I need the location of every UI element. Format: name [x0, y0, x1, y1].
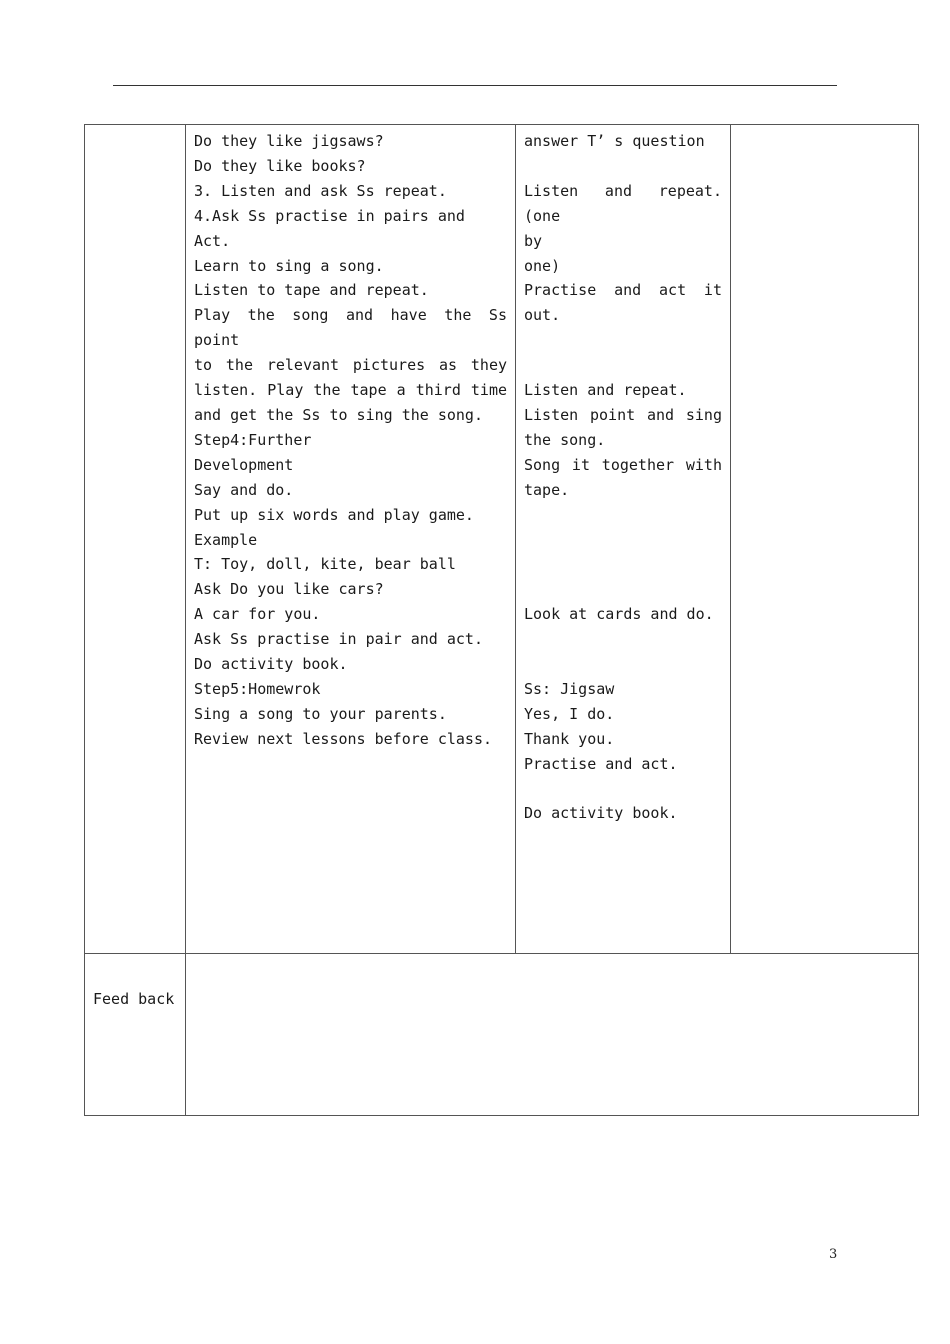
teacher-activity-line: to the relevant pictures as they	[194, 356, 507, 375]
feedback-label-cell	[85, 954, 186, 1116]
teacher-activity-line: Review next lessons before class.	[194, 729, 493, 748]
student-activity-line	[524, 776, 722, 801]
student-activity-line: Do activity book.	[524, 804, 678, 823]
teacher-activity-line: Step4:Further	[194, 430, 312, 449]
student-activity-line: Listen point and sing	[524, 405, 722, 424]
student-activity-line: Look at cards and do.	[524, 605, 714, 624]
teacher-activity-line: Example	[194, 530, 258, 549]
lesson-plan-table	[84, 124, 919, 1116]
procedure-row	[85, 125, 919, 954]
student-activity-line: Yes, I do.	[524, 704, 615, 723]
student-activity-line	[524, 353, 722, 378]
notes-cell	[731, 125, 919, 954]
teacher-activity-line: Act.	[194, 231, 231, 250]
student-activity-line: tape.	[524, 480, 570, 499]
teacher-activity-line: T: Toy, doll, kite, bear ball	[194, 555, 456, 574]
teacher-activity-line: Listen to tape and repeat.	[194, 281, 429, 300]
page-number: 3	[829, 1247, 838, 1262]
teacher-activity-lines	[186, 125, 515, 752]
teacher-activity-line: Put up six words and play game.	[194, 505, 474, 524]
student-activity-line: answer T’ s question	[524, 132, 705, 150]
teacher-activity-line: Say and do.	[194, 480, 294, 499]
teacher-activity-line: Play the song and have the Ss point	[194, 306, 507, 350]
student-activity-line	[524, 527, 722, 552]
student-activity-line: out.	[524, 306, 561, 325]
teacher-activity-line: Development	[194, 455, 294, 474]
student-activity-lines	[516, 125, 730, 826]
student-activity-cell	[516, 125, 731, 954]
teacher-activity-line: and get the Ss to sing the song.	[194, 405, 483, 424]
feedback-label: Feed back	[93, 990, 175, 1008]
stage-cell	[85, 125, 186, 954]
student-activity-line: Listen and repeat.	[524, 381, 687, 400]
teacher-activity-line: 4.Ask Ss practise in pairs and	[194, 206, 465, 225]
student-activity-line: one)	[524, 256, 561, 275]
student-activity-line: Practise and act it	[524, 281, 722, 300]
teacher-activity-line: Ask Do you like cars?	[194, 580, 384, 599]
teacher-activity-line: Sing a song to your parents.	[194, 704, 447, 723]
teacher-activity-line: Learn to sing a song.	[194, 256, 384, 275]
teacher-activity-line: Step5:Homewrok	[194, 679, 321, 698]
student-activity-line: Ss: Jigsaw	[524, 679, 615, 698]
student-activity-line: by	[524, 231, 543, 250]
student-activity-line	[524, 503, 722, 528]
student-activity-line	[524, 552, 722, 577]
feedback-row	[85, 954, 919, 1116]
feedback-content-cell	[186, 954, 919, 1116]
header-rule	[113, 85, 837, 86]
teacher-activity-line: listen. Play the tape a third time	[194, 381, 507, 400]
teacher-activity-line: 3. Listen and ask Ss repeat.	[194, 181, 447, 200]
student-activity-line	[524, 652, 722, 677]
student-activity-line: the song.	[524, 430, 606, 449]
student-activity-line	[524, 577, 722, 602]
teacher-activity-line: A car for you.	[194, 605, 321, 624]
student-activity-line	[524, 154, 722, 179]
student-activity-line: Song it together with	[524, 455, 722, 474]
teacher-activity-cell	[186, 125, 516, 954]
student-activity-line	[524, 627, 722, 652]
teacher-activity-line: Do activity book.	[194, 655, 348, 674]
student-activity-line: Practise and act.	[524, 754, 678, 773]
teacher-activity-line: Do they like jigsaws?	[194, 132, 384, 150]
student-activity-line	[524, 328, 722, 353]
student-activity-line: Listen and repeat.(one	[524, 181, 722, 225]
student-activity-line: Thank you.	[524, 729, 615, 748]
teacher-activity-line: Do they like books?	[194, 156, 366, 175]
teacher-activity-line: Ask Ss practise in pair and act.	[194, 630, 483, 649]
